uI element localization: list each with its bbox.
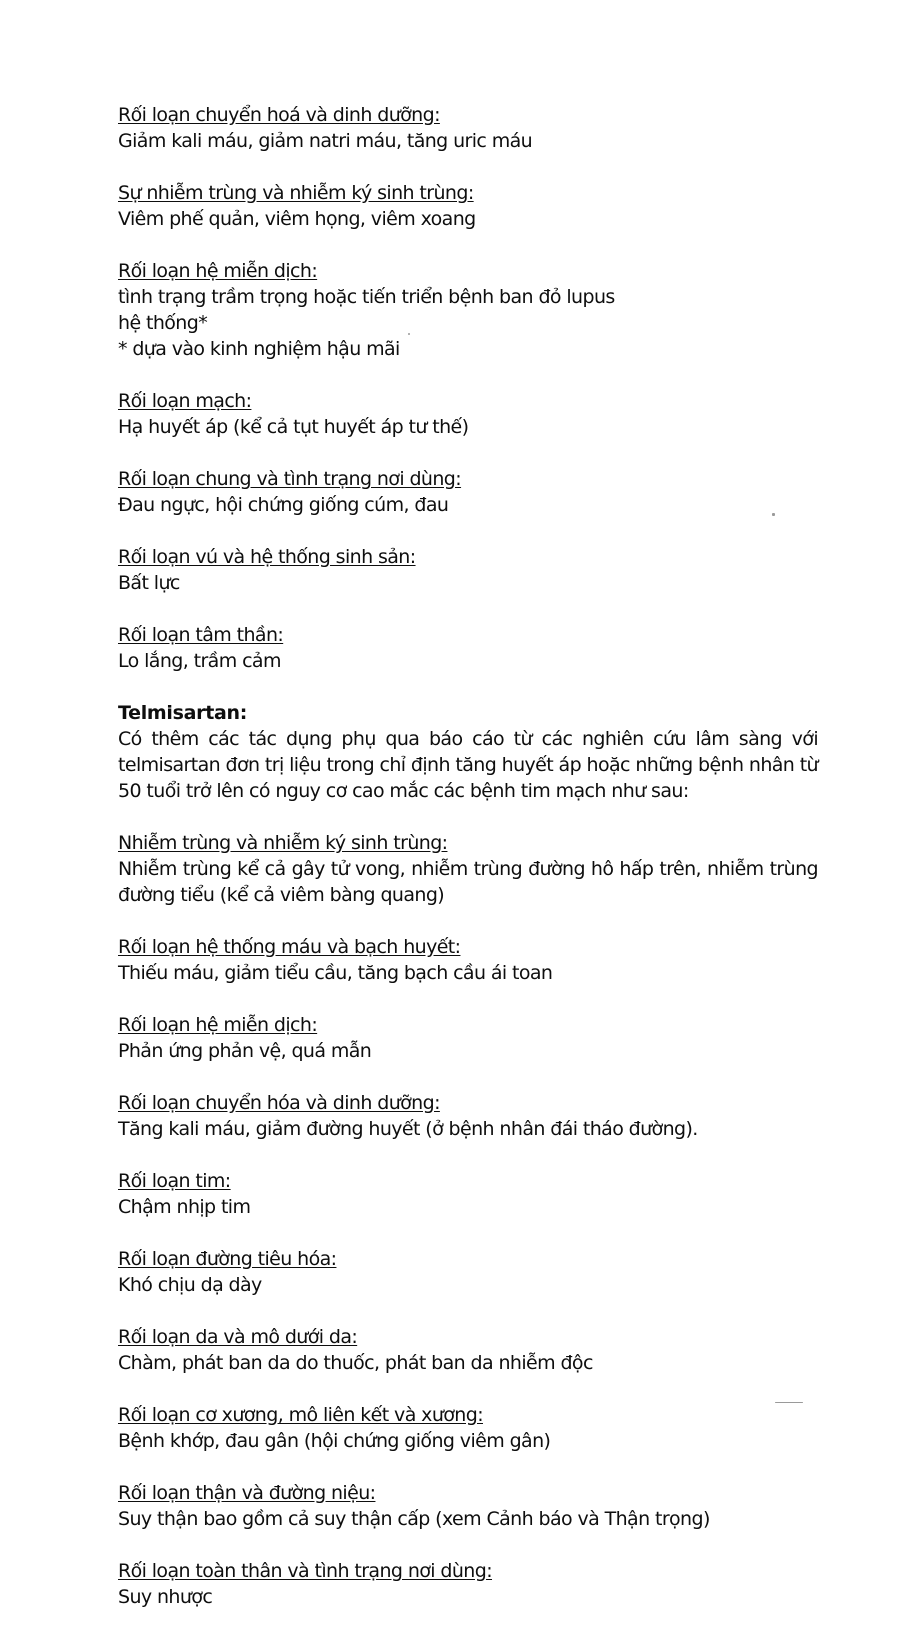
telmisartan-title: Telmisartan: — [118, 702, 248, 724]
section-text: Suy thận bao gồm cả suy thận cấp (xem Cảnh báo và Thận trọng) — [118, 1508, 710, 1530]
section-vascular — [118, 388, 818, 440]
section-reproductive-breast — [118, 544, 818, 596]
section-text: Thiếu máu, giảm tiểu cầu, tăng bạch cầu ái toan — [118, 962, 553, 984]
section-text: Bất lực — [118, 572, 180, 594]
section-psychiatric — [118, 622, 818, 674]
scan-speck — [775, 1402, 803, 1403]
section-text: Tăng kali máu, giảm đường huyết (ở bệnh nhân đái tháo đường). — [118, 1118, 698, 1140]
section-heading: Rối loạn chung và tình trạng nơi dùng: — [118, 468, 462, 490]
section-text: Chậm nhịp tim — [118, 1196, 251, 1218]
section-text: Lo lắng, trầm cảm — [118, 650, 281, 672]
section-general-administration-2 — [118, 1558, 818, 1610]
section-heading: Rối loạn mạch: — [118, 390, 252, 412]
telmisartan-section — [118, 700, 818, 804]
scan-speck — [408, 333, 410, 335]
section-heading: Rối loạn thận và đường niệu: — [118, 1482, 376, 1504]
section-text: Phản ứng phản vệ, quá mẫn — [118, 1040, 372, 1062]
section-heading: Rối loạn cơ xương, mô liên kết và xương: — [118, 1404, 483, 1426]
section-heading: Rối loạn chuyển hoá và dinh dưỡng: — [118, 104, 440, 126]
section-text: Suy nhược — [118, 1586, 213, 1608]
section-footnote: * dựa vào kinh nghiệm hậu mãi — [118, 338, 400, 360]
section-text: Bệnh khớp, đau gân (hội chứng giống viêm gân) — [118, 1430, 551, 1452]
section-text: Khó chịu dạ dày — [118, 1274, 262, 1296]
section-gastrointestinal — [118, 1246, 818, 1298]
section-text: Giảm kali máu, giảm natri máu, tăng uric máu — [118, 130, 533, 152]
section-heading: Rối loạn tim: — [118, 1170, 231, 1192]
section-skin-subcutaneous — [118, 1324, 818, 1376]
section-heading: Rối loạn vú và hệ thống sinh sản: — [118, 546, 416, 568]
section-heading: Rối loạn hệ thống máu và bạch huyết: — [118, 936, 461, 958]
section-heading: Rối loạn chuyển hóa và dinh dưỡng: — [118, 1092, 440, 1114]
section-metabolism-nutrition-2 — [118, 1090, 818, 1142]
section-blood-lymphatic — [118, 934, 818, 986]
section-renal-urinary — [118, 1480, 818, 1532]
section-metabolism-nutrition — [118, 102, 818, 154]
section-general-administration — [118, 466, 818, 518]
section-heading: Nhiễm trùng và nhiễm ký sinh trùng: — [118, 832, 448, 854]
section-text: Viêm phế quản, viêm họng, viêm xoang — [118, 208, 476, 230]
section-heading: Rối loạn đường tiêu hóa: — [118, 1248, 337, 1270]
section-heading: Rối loạn toàn thân và tình trạng nơi dùng: — [118, 1560, 493, 1582]
section-infections-parasites — [118, 180, 818, 232]
section-infections-parasites-2 — [118, 830, 818, 908]
section-text: Nhiễm trùng kể cả gây tử vong, nhiễm trùng đường hô hấp trên, nhiễm trùng đường tiểu (kể cả viêm bàng quang) — [118, 858, 818, 906]
section-heading: Rối loạn tâm thần: — [118, 624, 284, 646]
section-text: tình trạng trầm trọng hoặc tiến triển bệnh ban đỏ lupus — [118, 286, 615, 308]
document-body — [118, 102, 818, 1636]
section-heading: Rối loạn hệ miễn dịch: — [118, 260, 318, 282]
telmisartan-intro: Có thêm các tác dụng phụ qua báo cáo từ các nghiên cứu lâm sàng với telmisartan đơn trị liệu trong chỉ định tăng huyết áp hoặc những bệnh nhân từ 50 tuổi trở lên có nguy cơ cao mắc các bệnh tim mạch như sau: — [118, 728, 818, 802]
section-text: Hạ huyết áp (kể cả tụt huyết áp tư thế) — [118, 416, 469, 438]
section-musculoskeletal — [118, 1402, 818, 1454]
scan-speck — [772, 513, 775, 516]
section-heading: Rối loạn da và mô dưới da: — [118, 1326, 358, 1348]
section-immune-system-2 — [118, 1012, 818, 1064]
section-cardiac — [118, 1168, 818, 1220]
section-text: Đau ngực, hội chứng giống cúm, đau — [118, 494, 449, 516]
section-heading: Sự nhiễm trùng và nhiễm ký sinh trùng: — [118, 182, 474, 204]
section-immune-system — [118, 258, 818, 362]
section-text: Chàm, phát ban da do thuốc, phát ban da nhiễm độc — [118, 1352, 593, 1374]
section-text: hệ thống* — [118, 312, 208, 334]
section-heading: Rối loạn hệ miễn dịch: — [118, 1014, 318, 1036]
